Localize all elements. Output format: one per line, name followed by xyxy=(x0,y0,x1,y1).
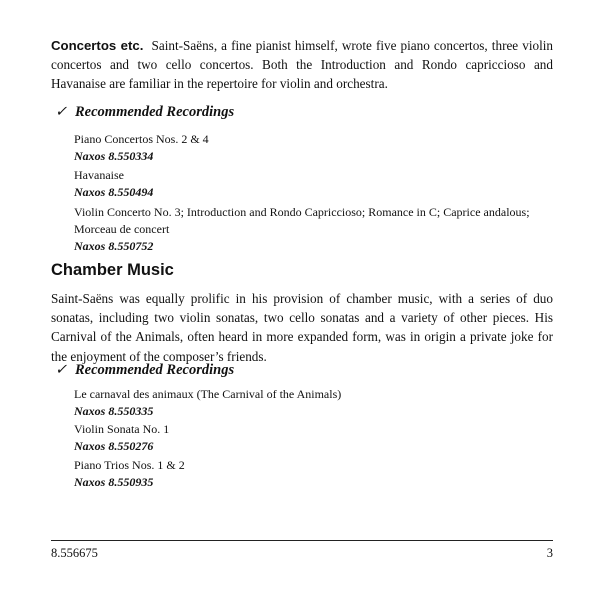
footer-catalog-number: 8.556675 xyxy=(51,546,98,560)
concertos-paragraph xyxy=(51,36,553,94)
concertos-recommended-label: Recommended Recordings xyxy=(75,104,235,120)
footer-page-number: 3 xyxy=(546,546,553,560)
recording-catalog: Naxos 8.550335 xyxy=(74,404,154,418)
chamber-recording-3 xyxy=(74,457,544,491)
recording-title: Havanaise xyxy=(74,168,124,182)
recording-title: Piano Trios Nos. 1 & 2 xyxy=(74,458,185,472)
checkmark-icon: ✓ xyxy=(55,362,68,378)
recording-title: Violin Concerto No. 3; Introduction and Rondo Capriccioso; Romance in C; Caprice andalous; Morceau de concert xyxy=(74,205,530,236)
recording-catalog: Naxos 8.550276 xyxy=(74,439,154,453)
chamber-paragraph: Saint-Saëns was equally prolific in his provision of chamber music, with a series of duo sonatas, including two violin sonatas, two cello sonatas and a variety of other pieces. His Carnival of the Animals, often heard in more expanded form, was in origin a private joke for the enjoyment of the composer’s friends. xyxy=(51,291,553,364)
concertos-lead: Concertos etc. xyxy=(51,38,144,53)
recording-catalog: Naxos 8.550752 xyxy=(74,239,154,253)
checkmark-icon: ✓ xyxy=(55,104,68,120)
recording-catalog: Naxos 8.550334 xyxy=(74,149,154,163)
concertos-body: Saint-Saëns, a fine pianist himself, wrote five piano concertos, three violin concertos and two cello concertos. Both the Introduction and Rondo capriccioso and Havanaise are familiar in the repertoire for violin and orchestra. xyxy=(51,38,554,92)
chamber-music-heading: Chamber Music xyxy=(51,261,174,279)
recording-title: Violin Sonata No. 1 xyxy=(74,422,170,436)
recording-title: Piano Concertos Nos. 2 & 4 xyxy=(74,132,209,146)
concertos-recording-1 xyxy=(74,131,544,165)
concertos-recommended-heading xyxy=(55,104,234,121)
chamber-recording-2 xyxy=(74,421,544,455)
footer-divider xyxy=(51,540,553,541)
chamber-recording-1 xyxy=(74,386,544,420)
concertos-recording-3 xyxy=(74,204,540,255)
recording-catalog: Naxos 8.550935 xyxy=(74,475,154,489)
concertos-recording-2 xyxy=(74,167,544,201)
chamber-recommended-label: Recommended Recordings xyxy=(75,362,235,378)
recording-title: Le carnaval des animaux (The Carnival of the Animals) xyxy=(74,387,342,401)
chamber-recommended-heading xyxy=(55,362,234,379)
recording-catalog: Naxos 8.550494 xyxy=(74,185,154,199)
